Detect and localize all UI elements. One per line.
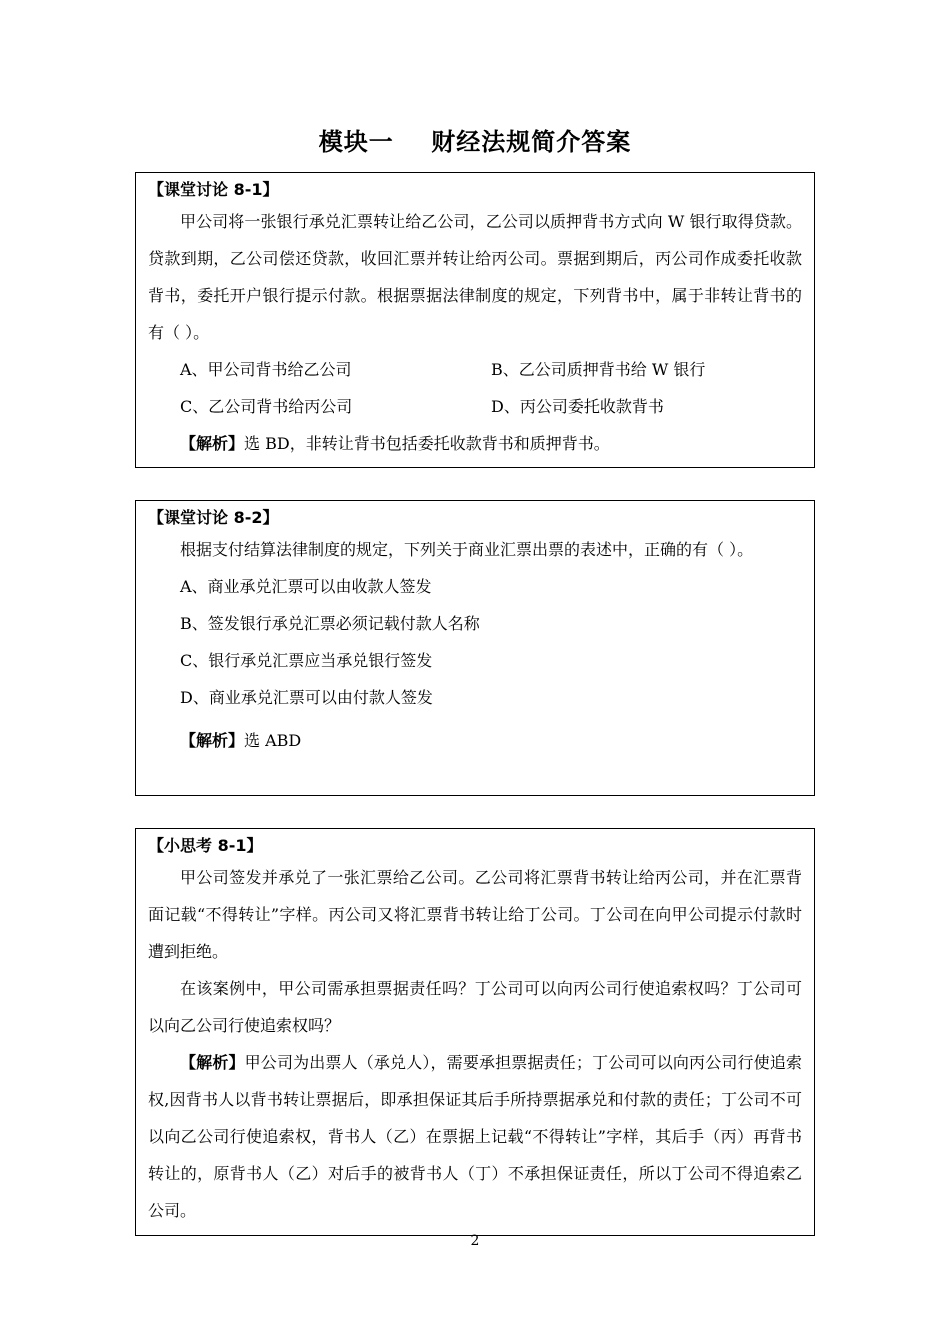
- analysis-text: 选 ABD: [244, 731, 302, 750]
- analysis: [148, 1044, 802, 1229]
- question-text: 甲公司将一张银行承兑汇票转让给乙公司，乙公司以质押背书方式向 W 银行取得贷款。贷款到期，乙公司偿还贷款，收回汇票并转让给丙公司。票据到期后，丙公司作成委托收款背书，委托开户银行提示付款。根据票据法律制度的规定，下列背书中，属于非转让背书的有（ ）。: [148, 212, 802, 342]
- analysis-text: 选 BD，非转让背书包括委托收款背书和质押背书。: [244, 434, 610, 453]
- option-row: [148, 351, 802, 388]
- option-a: A、甲公司背书给乙公司: [180, 360, 352, 379]
- option-b: B、乙公司质押背书给 W 银行: [491, 360, 706, 379]
- question-text: 根据支付结算法律制度的规定，下列关于商业汇票出票的表述中，正确的有（ ）。: [180, 540, 754, 559]
- page-title: 模块一 财经法规简介答案: [318, 128, 632, 156]
- discussion-heading: 【课堂讨论 8-2】: [148, 508, 279, 527]
- analysis-label: 【解析】: [180, 434, 245, 453]
- case-text: 甲公司签发并承兑了一张汇票给乙公司。乙公司将汇票背书转让给丙公司，并在汇票背面记载“不得转让”字样。丙公司又将汇票背书转让给丁公司。丁公司在向甲公司提示付款时遭到拒绝。: [148, 868, 802, 961]
- discussion-heading: 【课堂讨论 8-1】: [148, 180, 279, 199]
- option-c: C、银行承兑汇票应当承兑银行签发: [180, 651, 433, 670]
- analysis: [148, 722, 802, 759]
- analysis: [148, 425, 802, 462]
- thinking-heading: 【小思考 8-1】: [148, 836, 263, 855]
- discussion-box-8-2: [135, 500, 815, 796]
- option-d: D、丙公司委托收款背书: [491, 397, 664, 416]
- option-b: B、签发银行承兑汇票必须记载付款人名称: [180, 614, 480, 633]
- question-text: 在该案例中，甲公司需承担票据责任吗？丁公司可以向丙公司行使追索权吗？丁公司可以向乙公司行使追索权吗？: [148, 979, 802, 1035]
- discussion-box-8-1: [135, 172, 815, 468]
- page-number: 2: [470, 1233, 480, 1249]
- thinking-box-8-1: [135, 828, 815, 1236]
- option-a: A、商业承兑汇票可以由收款人签发: [180, 577, 432, 596]
- analysis-text: 甲公司为出票人（承兑人），需要承担票据责任；丁公司可以向丙公司行使追索权,因背书人以背书转让票据后，即承担保证其后手所持票据承兑和付款的责任；丁公司不可以向乙公司行使追索权，背书人（乙）在票据上记载“不得转让”字样，其后手（丙）再背书转让的，原背书人（乙）对后手的被背书人（丁）不承担保证责任，所以丁公司不得追索乙公司。: [148, 1053, 802, 1220]
- analysis-label: 【解析】: [180, 1053, 245, 1072]
- option-c: C、乙公司背书给丙公司: [180, 397, 353, 416]
- option-d: D、商业承兑汇票可以由付款人签发: [180, 688, 433, 707]
- option-row: [148, 388, 802, 425]
- analysis-label: 【解析】: [180, 731, 245, 750]
